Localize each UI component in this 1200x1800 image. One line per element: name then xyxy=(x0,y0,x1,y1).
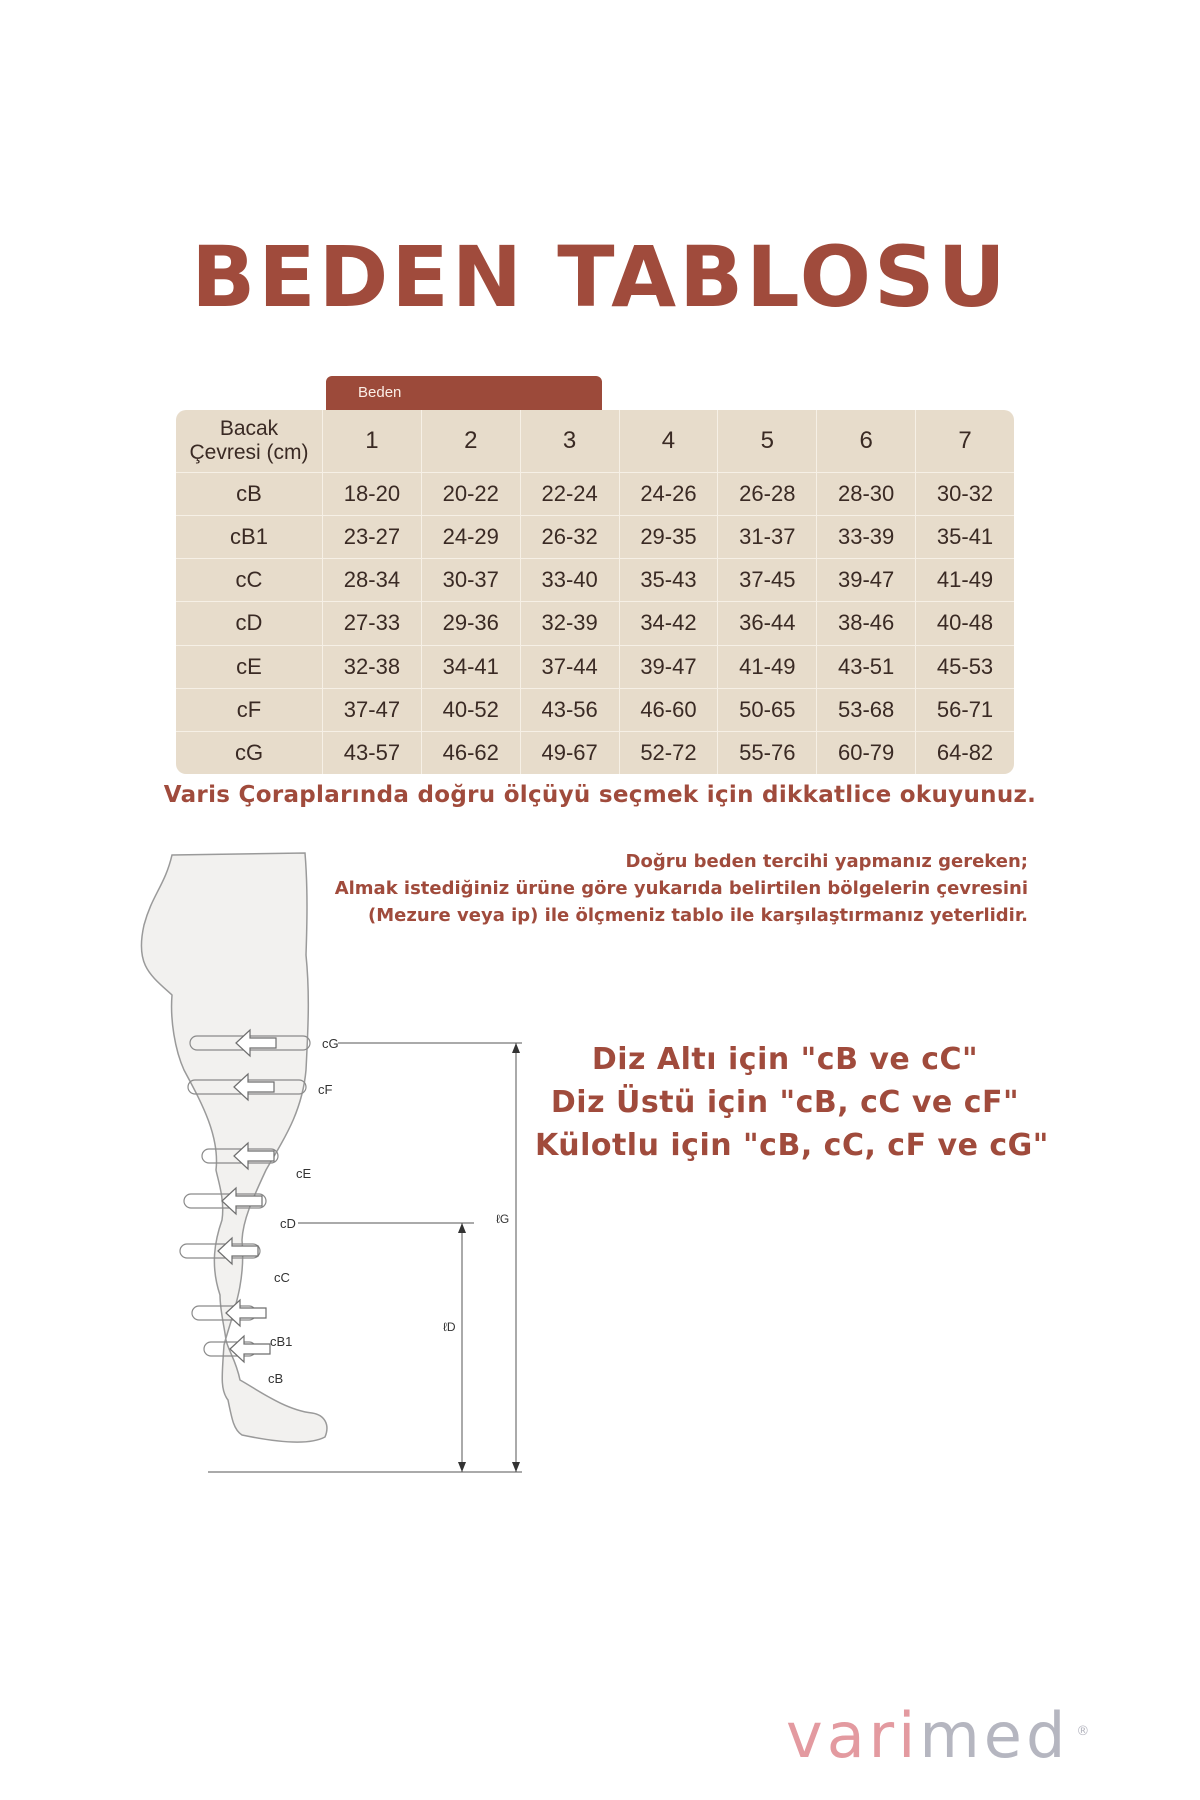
leg-circumference-header-line1: Bacak xyxy=(219,417,279,440)
product-usage-guide xyxy=(535,1038,1049,1167)
table-row xyxy=(176,645,1014,688)
table-cell: 37-44 xyxy=(520,645,619,688)
table-cell: 43-56 xyxy=(520,688,619,731)
row-label: cB xyxy=(176,472,322,515)
table-cell: 43-57 xyxy=(322,731,421,774)
table-cell: 64-82 xyxy=(915,731,1014,774)
table-cell: 56-71 xyxy=(915,688,1014,731)
label-cD: cD xyxy=(280,1216,296,1231)
row-label: cF xyxy=(176,688,322,731)
table-row xyxy=(176,731,1014,774)
label-cG: cG xyxy=(322,1036,339,1051)
brand-logo-part2: med xyxy=(919,1699,1070,1772)
registered-mark: ® xyxy=(1076,1724,1090,1739)
table-cell: 38-46 xyxy=(816,601,915,644)
table-cell: 33-40 xyxy=(520,558,619,601)
table-cell: 20-22 xyxy=(421,472,520,515)
row-label: cG xyxy=(176,731,322,774)
table-cell: 27-33 xyxy=(322,601,421,644)
table-cell: 40-48 xyxy=(915,601,1014,644)
table-cell: 46-60 xyxy=(619,688,718,731)
usage-line-above-knee: Diz Üstü için "cB, cC ve cF" xyxy=(550,1085,1020,1120)
table-cell: 37-47 xyxy=(322,688,421,731)
leg-measurement-diagram xyxy=(140,845,540,1485)
size-column-header: 1 xyxy=(322,410,421,472)
table-cell: 41-49 xyxy=(717,645,816,688)
label-cB1: cB1 xyxy=(270,1334,293,1349)
table-cell: 35-41 xyxy=(915,515,1014,558)
table-cell: 18-20 xyxy=(322,472,421,515)
table-cell: 30-37 xyxy=(421,558,520,601)
label-cC: cC xyxy=(274,1270,290,1285)
page-title: BEDEN TABLOSU xyxy=(191,228,1009,326)
row-label: cD xyxy=(176,601,322,644)
table-cell: 45-53 xyxy=(915,645,1014,688)
instruction-line: Almak istediğiniz ürüne göre yukarıda belirtilen bölgelerin çevresini xyxy=(334,878,1028,899)
table-cell: 26-28 xyxy=(717,472,816,515)
table-cell: 55-76 xyxy=(717,731,816,774)
table-cell: 24-29 xyxy=(421,515,520,558)
measurement-notice: Varis Çoraplarında doğru ölçüyü seçmek için dikkatlice okuyunuz. xyxy=(163,782,1037,808)
size-header-label: Beden xyxy=(358,384,402,401)
table-cell: 52-72 xyxy=(619,731,718,774)
table-cell: 29-35 xyxy=(619,515,718,558)
table-cell: 37-45 xyxy=(717,558,816,601)
size-column-header: 4 xyxy=(619,410,718,472)
size-column-header: 3 xyxy=(520,410,619,472)
row-label: cC xyxy=(176,558,322,601)
row-label: cE xyxy=(176,645,322,688)
label-lD: ℓD xyxy=(443,1320,456,1334)
table-cell: 35-43 xyxy=(619,558,718,601)
table-cell: 39-47 xyxy=(816,558,915,601)
brand-logo-part1: vari xyxy=(786,1699,920,1772)
size-header-tab xyxy=(326,376,602,410)
table-cell: 28-34 xyxy=(322,558,421,601)
table-row xyxy=(176,515,1014,558)
table-cell: 31-37 xyxy=(717,515,816,558)
size-column-header: 7 xyxy=(915,410,1014,472)
table-cell: 41-49 xyxy=(915,558,1014,601)
table-cell: 34-41 xyxy=(421,645,520,688)
table-cell: 28-30 xyxy=(816,472,915,515)
usage-line-pantyhose: Külotlu için "cB, cC, cF ve cG" xyxy=(535,1128,1049,1163)
table-cell: 26-32 xyxy=(520,515,619,558)
table-cell: 30-32 xyxy=(915,472,1014,515)
instruction-line: Doğru beden tercihi yapmanız gereken; xyxy=(625,851,1028,872)
table-cell: 33-39 xyxy=(816,515,915,558)
table-row xyxy=(176,601,1014,644)
size-column-header: 6 xyxy=(816,410,915,472)
table-cell: 32-38 xyxy=(322,645,421,688)
leg-circumference-header xyxy=(176,410,322,472)
table-cell: 60-79 xyxy=(816,731,915,774)
usage-line-below-knee: Diz Altı için "cB ve cC" xyxy=(591,1042,979,1077)
leg-silhouette xyxy=(141,853,327,1442)
size-column-header: 2 xyxy=(421,410,520,472)
instruction-line: (Mezure veya ip) ile ölçmeniz tablo ile karşılaştırmanız yeterlidir. xyxy=(368,905,1028,926)
table-row xyxy=(176,688,1014,731)
table-cell: 43-51 xyxy=(816,645,915,688)
table-cell: 39-47 xyxy=(619,645,718,688)
table-cell: 24-26 xyxy=(619,472,718,515)
label-cF: cF xyxy=(318,1082,333,1097)
table-cell: 22-24 xyxy=(520,472,619,515)
label-cE: cE xyxy=(296,1166,312,1181)
table-cell: 34-42 xyxy=(619,601,718,644)
table-cell: 29-36 xyxy=(421,601,520,644)
brand-logo xyxy=(786,1699,1090,1772)
size-header-row xyxy=(176,410,1014,472)
table-cell: 49-67 xyxy=(520,731,619,774)
leg-circumference-header-line2: Çevresi (cm) xyxy=(189,441,309,464)
table-cell: 32-39 xyxy=(520,601,619,644)
table-row xyxy=(176,558,1014,601)
table-row xyxy=(176,472,1014,515)
size-table xyxy=(176,410,1014,774)
table-cell: 40-52 xyxy=(421,688,520,731)
label-cB: cB xyxy=(268,1371,284,1386)
table-cell: 50-65 xyxy=(717,688,816,731)
table-cell: 53-68 xyxy=(816,688,915,731)
table-cell: 23-27 xyxy=(322,515,421,558)
table-cell: 46-62 xyxy=(421,731,520,774)
row-label: cB1 xyxy=(176,515,322,558)
size-column-header: 5 xyxy=(717,410,816,472)
table-cell: 36-44 xyxy=(717,601,816,644)
label-lG: ℓG xyxy=(496,1212,510,1226)
